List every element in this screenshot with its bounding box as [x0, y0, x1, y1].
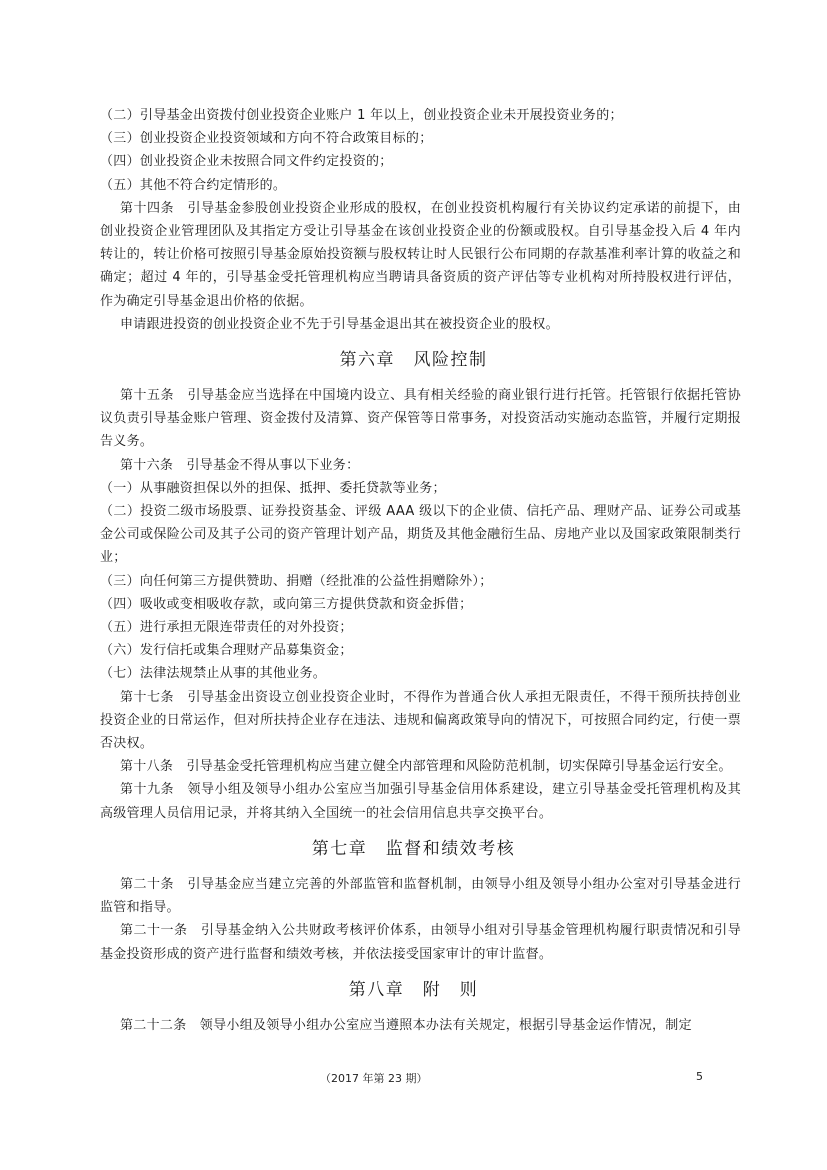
body-paragraph: （五）进行承担无限连带责任的对外投资；: [100, 620, 353, 636]
body-paragraph: 第十六条 引导基金不得从事以下业务：: [120, 457, 360, 473]
issue-label: （2017 年第 23 期）: [320, 1072, 428, 1085]
body-paragraph: 第十九条 领导小组及领导小组办公室应当加强引导基金信用体系建设，建立引导基金受托管理机构及其高级管理人员信用记录，并将其纳入全国统一的社会信用信息共享交换平台。: [100, 782, 741, 821]
body-paragraph: 第十七条 引导基金出资设立创业投资企业时，不得作为普通合伙人承担无限责任，不得干预所扶持创业投资企业的日常运作，但对所扶持企业存在违法、违规和偏离政策导向的情况下，可按照合同约定，行使一票否决权。: [100, 689, 741, 752]
body-paragraph: （一）从事融资担保以外的担保、抵押、委托贷款等业务；: [100, 480, 446, 496]
body-paragraph: （五）其他不符合约定情形的。: [100, 177, 287, 193]
body-paragraph: （三）向任何第三方提供赞助、捐赠（经批准的公益性捐赠除外）；: [100, 573, 493, 589]
body-paragraph: 第十四条 引导基金参股创业投资企业形成的股权，在创业投资机构履行有关协议约定承诺的前提下，由创业投资企业管理团队及其指定方受让引导基金在该创业投资企业的份额或股权。自引导基金投入后 4 年内转让的，转让价格可按照引导基金原始投资额与股权转让时人民银行公布同期的存款基准利率计算的收益之和确定；超过 4 年的，引导基金受托管理机构应当聘请具备资质的资产评估等专业机构对所持股权进行评估，作为确定引导基金退出价格的依据。: [100, 200, 741, 309]
body-paragraph: 第十八条 引导基金受托管理机构应当建立健全内部管理和风险防范机制，切实保障引导基金运行安全。: [120, 759, 732, 775]
body-paragraph: （七）法律法规禁止从事的其他业务。: [100, 666, 327, 682]
page-footer: [0, 1070, 827, 1086]
body-paragraph: （二）引导基金出资拨付创业投资企业账户 1 年以上，创业投资企业未开展投资业务的；: [100, 108, 623, 123]
body-paragraph: 申请跟进投资的创业投资企业不先于引导基金退出其在被投资企业的股权。: [120, 316, 559, 332]
body-paragraph: 第十五条 引导基金应当选择在中国境内设立、具有相关经验的商业银行进行托管。托管银行依据托管协议负责引导基金账户管理、资金拨付及清算、资产保管等日常事务，对投资活动实施动态监管，并履行定期报告义务。: [100, 388, 741, 450]
chapter-heading: 第六章 风险控制: [339, 350, 488, 371]
body-paragraph: （四）创业投资企业未按照合同文件约定投资的；: [100, 154, 393, 170]
body-paragraph: （三）创业投资企业投资领域和方向不符合政策目标的；: [100, 131, 433, 147]
body-paragraph: （四）吸收或变相吸收存款，或向第三方提供贷款和资金拆借；: [100, 596, 473, 612]
body-paragraph: （六）发行信托或集合理财产品募集资金；: [100, 643, 353, 659]
body-paragraph: 第二十条 引导基金应当建立完善的外部监管和监督机制，由领导小组及领导小组办公室对引导基金进行监管和指导。: [100, 876, 741, 916]
page-number: 5: [696, 1070, 703, 1083]
document-body: [0, 104, 827, 1037]
body-paragraph: （二）投资二级市场股票、证券投资基金、评级 AAA 级以下的企业债、信托产品、理财产品、证券公司或基金公司或保险公司及其子公司的资产管理计划产品，期货及其他金融衍生品、房地产业以及国家政策限制类行业；: [100, 504, 741, 566]
body-paragraph: 第二十一条 引导基金纳入公共财政考核评价体系，由领导小组对引导基金管理机构履行职责情况和引导基金投资形成的资产进行监督和绩效考核，并依法接受国家审计的审计监督。: [100, 923, 741, 962]
chapter-heading: 第七章 监督和绩效考核: [311, 838, 516, 859]
chapter-heading: 第八章 附 则: [348, 979, 479, 1000]
body-paragraph: 第二十二条 领导小组及领导小组办公室应当遵照本办法有关规定，根据引导基金运作情况，制定: [120, 1017, 692, 1033]
